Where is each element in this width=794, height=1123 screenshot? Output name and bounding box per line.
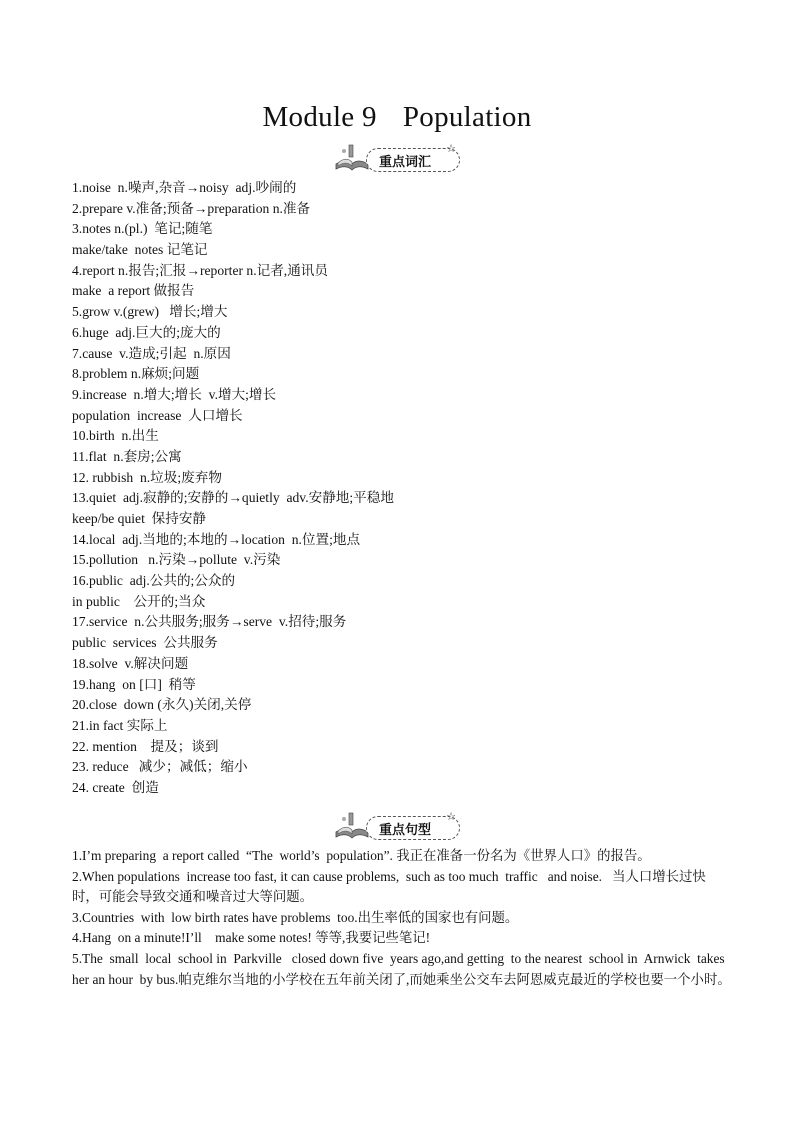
vocab-item: public services 公共服务 bbox=[72, 635, 218, 651]
vocab-item: 12. rubbish n.垃圾;废弃物 bbox=[72, 469, 222, 485]
vocab-item: 23. reduce 减少；减低；缩小 bbox=[72, 759, 248, 775]
vocab-item: 13.quiet adj.寂静的;安静的→quietly adv.安静地;平稳地 bbox=[72, 490, 394, 506]
star-icon: ☆ bbox=[446, 142, 456, 155]
vocab-item: 10.birth n.出生 bbox=[72, 428, 159, 444]
vocab-item: 5.grow v.(grew) 增长;增大 bbox=[72, 304, 228, 320]
vocab-item: 18.solve v.解决问题 bbox=[72, 655, 189, 671]
vocab-item: 20.close down (永久)关闭,关停 bbox=[72, 697, 252, 713]
vocab-item: 22. mention 提及；谈到 bbox=[72, 738, 219, 754]
vocab-item: 19.hang on [口] 稍等 bbox=[72, 676, 196, 692]
star-icon: ☆ bbox=[446, 810, 456, 823]
vocab-item: 16.public adj.公共的;公众的 bbox=[72, 573, 236, 589]
sentence-section-banner bbox=[332, 810, 462, 842]
vocab-item: 7.cause v.造成;引起 n.原因 bbox=[72, 345, 231, 361]
vocab-item: 4.report n.报告;汇报→reporter n.记者,通讯员 bbox=[72, 262, 328, 278]
vocab-item: make a report 做报告 bbox=[72, 283, 195, 299]
vocab-item: 15.pollution n.污染→pollute v.污染 bbox=[72, 552, 281, 568]
sentence-item: 3.Countries with low birth rates have problems too.出生率低的国家也有问题。 bbox=[72, 909, 519, 925]
sentence-list bbox=[72, 846, 732, 990]
sentence-item: 1.I’m preparing a report called “The world’s population”. 我正在准备一份名为《世界人口》的报告。 bbox=[72, 848, 651, 863]
vocab-item: 17.service n.公共服务;服务→serve v.招待;服务 bbox=[72, 614, 347, 630]
vocab-item: population increase 人口增长 bbox=[72, 407, 243, 423]
vocab-item: 14.local adj.当地的;本地的→location n.位置;地点 bbox=[72, 531, 361, 547]
vocab-item: make/take notes 记笔记 bbox=[72, 242, 208, 258]
vocab-section-banner bbox=[332, 142, 462, 174]
sentence-item: 4.Hang on a minute!I’ll make some notes! 等等,我要记些笔记! bbox=[72, 930, 431, 946]
module-number: Module 9 bbox=[262, 101, 377, 133]
vocab-item: 1.noise n.噪声,杂音→noisy adj.吵闹的 bbox=[72, 180, 297, 195]
module-topic: Population bbox=[402, 101, 532, 133]
vocab-item: 21.in fact 实际上 bbox=[72, 717, 168, 733]
vocab-item: 9.increase n.增大;增长 v.增大;增长 bbox=[72, 386, 277, 402]
sentence-section-heading: 重点句型 bbox=[379, 823, 432, 838]
vocabulary-list bbox=[72, 178, 394, 799]
sentence-item: 2.When populations increase too fast, it can cause problems, such as too much traffic and noise. 当人口增长过快时，可能会导致交通和噪音过大等问题。 bbox=[72, 868, 706, 905]
vocab-item: in public 公开的;当众 bbox=[72, 593, 206, 609]
vocab-item: 11.flat n.套房;公寓 bbox=[72, 448, 182, 464]
page-title bbox=[0, 101, 794, 134]
vocab-item: keep/be quiet 保持安静 bbox=[72, 511, 207, 526]
vocab-item: 3.notes n.(pl.) 笔记;随笔 bbox=[72, 221, 213, 237]
vocab-item: 24. create 创造 bbox=[72, 779, 159, 795]
vocab-item: 2.prepare v.准备;预备→preparation n.准备 bbox=[72, 200, 311, 216]
vocab-item: 8.problem n.麻烦;问题 bbox=[72, 366, 200, 382]
sentence-item: 5.The small local school in Parkville closed down five years ago,and getting to the nearest school in Arnwick takes her an hour by bus.帕克维尔当地的小学校在五年前关闭了,而她乘坐公交车去阿恩威克最近的学校也要一个小时。 bbox=[72, 950, 731, 987]
vocab-section-heading: 重点词汇 bbox=[379, 155, 432, 170]
vocab-item: 6.huge adj.巨大的;庞大的 bbox=[72, 324, 221, 340]
